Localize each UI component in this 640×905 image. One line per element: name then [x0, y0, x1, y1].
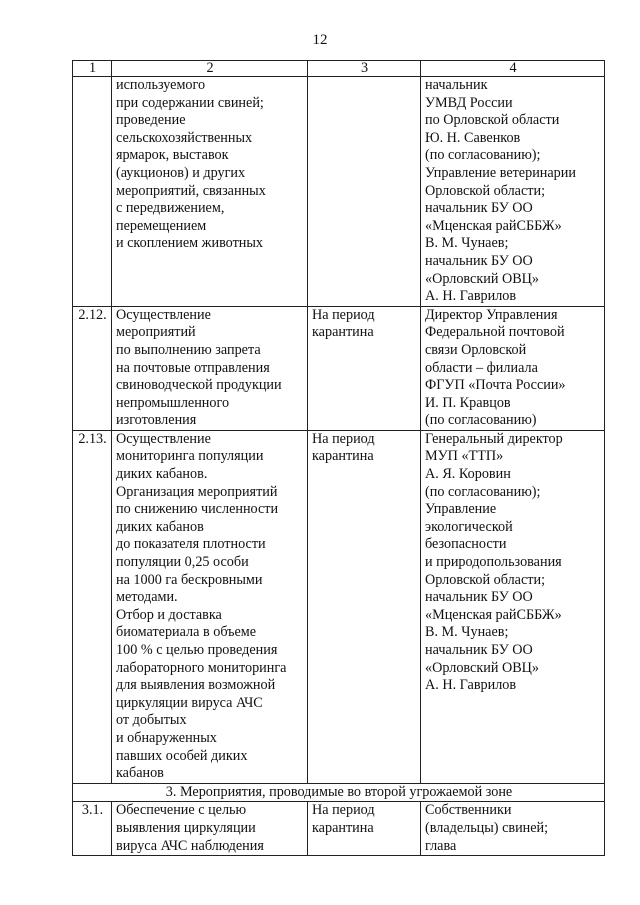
activity-cell	[112, 802, 308, 856]
activity-line: непромышленного	[116, 394, 230, 411]
activity-line: Организация мероприятий	[116, 483, 278, 500]
column-number-3: 3	[308, 61, 421, 77]
activity-cell	[112, 430, 308, 783]
activity-line: сельскохозяйственных	[116, 129, 253, 146]
responsible-line: безопасности	[425, 536, 507, 553]
activity-line: ярмарок, выставок	[116, 147, 229, 164]
responsible-line: (владельцы) свиней;	[425, 819, 549, 836]
responsible-line: «Орловский ОВЦ»	[425, 659, 540, 676]
activity-line: (аукционов) и других	[116, 164, 246, 181]
responsible-line: (по согласованию);	[425, 147, 541, 164]
responsible-line: Директор Управления	[425, 306, 558, 323]
activity-line: Осуществление	[116, 430, 211, 447]
period-cell	[308, 306, 421, 430]
activity-line: от добытых	[116, 712, 187, 729]
activity-line: на почтовые отправления	[116, 359, 270, 376]
measures-table	[72, 60, 605, 856]
activity-line: и скоплением животных	[116, 235, 264, 252]
responsible-line: и природопользования	[425, 554, 562, 571]
responsible-line: Орловской области;	[425, 182, 546, 199]
activity-line: циркуляции вируса АЧС	[116, 694, 263, 711]
responsible-line: Управление	[425, 501, 497, 518]
table-row	[73, 430, 605, 783]
responsible-line: «Мценская райСББЖ»	[425, 217, 562, 234]
responsible-cell	[421, 77, 605, 307]
activity-line: павших особей диких	[116, 747, 248, 764]
activity-line: диких кабанов	[116, 518, 204, 535]
activity-line: вируса АЧС наблюдения	[116, 837, 264, 854]
responsible-line: А. Н. Гаврилов	[425, 677, 517, 694]
responsible-line: Федеральной почтовой	[425, 324, 565, 341]
period-line: карантина	[312, 819, 374, 836]
activity-line: лабораторного мониторинга	[116, 659, 287, 676]
activity-line: мероприятий, связанных	[116, 182, 266, 199]
responsible-line: начальник БУ ОО	[425, 642, 533, 658]
item-number: 2.12.	[73, 306, 112, 430]
activity-line: Обеспечение с целью	[116, 802, 247, 819]
table-row	[73, 77, 605, 307]
activity-line: диких кабанов.	[116, 466, 208, 483]
responsible-line: связи Орловской	[425, 341, 527, 358]
period-line: карантина	[312, 448, 374, 465]
table-row	[73, 802, 605, 856]
responsible-line: МУП «ТТП»	[425, 448, 504, 465]
responsible-line: Орловской области;	[425, 571, 546, 588]
period-cell	[308, 430, 421, 783]
responsible-line: ФГУП «Почта России»	[425, 377, 566, 394]
activity-line: мониторинга популяции	[116, 448, 264, 465]
activity-line: на 1000 га бескровными	[116, 571, 263, 588]
item-number: 3.1.	[73, 802, 112, 856]
responsible-line: Генеральный директор	[425, 430, 563, 447]
activity-line: проведение	[116, 112, 186, 129]
section-heading: 3. Мероприятия, проводимые во второй угрожаемой зоне	[73, 783, 605, 802]
table-header-row	[73, 61, 605, 77]
activity-line: методами.	[116, 589, 178, 606]
column-number-4: 4	[421, 61, 605, 77]
responsible-line: Ю. Н. Савенков	[425, 129, 521, 146]
responsible-line: И. П. Кравцов	[425, 394, 511, 411]
page-number: 12	[312, 32, 328, 48]
responsible-line: начальник	[425, 77, 488, 93]
responsible-line: Собственники	[425, 802, 512, 819]
period-line: На период	[312, 430, 375, 447]
period-cell	[308, 802, 421, 856]
responsible-line: Управление ветеринарии	[425, 164, 576, 181]
responsible-line: «Орловский ОВЦ»	[425, 270, 540, 287]
responsible-line: глава	[425, 837, 457, 854]
activity-line: мероприятий	[116, 324, 196, 341]
responsible-line: начальник БУ ОО	[425, 589, 533, 606]
activity-line: для выявления возможной	[116, 677, 276, 694]
activity-line: изготовления	[116, 412, 197, 429]
period-line: На период	[312, 306, 375, 323]
responsible-line: «Мценская райСББЖ»	[425, 606, 562, 623]
responsible-line: области – филиала	[425, 359, 538, 376]
column-number-2: 2	[112, 61, 308, 77]
activity-line: Отбор и доставка	[116, 606, 222, 623]
responsible-line: экологической	[425, 518, 513, 535]
responsible-line: А. Н. Гаврилов	[425, 288, 517, 305]
column-number-1: 1	[73, 61, 112, 77]
item-number: 2.13.	[73, 430, 112, 783]
activity-line: выявления циркуляции	[116, 819, 256, 836]
activity-line: до показателя плотности	[116, 536, 266, 553]
activity-line: популяции 0,25 особи	[116, 554, 249, 571]
activity-cell	[112, 306, 308, 430]
period-line: карантина	[312, 324, 374, 341]
activity-line: с передвижением,	[116, 200, 225, 217]
responsible-line: УМВД России	[425, 94, 513, 111]
activity-line: кабанов	[116, 765, 164, 782]
responsible-line: В. М. Чунаев;	[425, 624, 509, 641]
section-heading-row	[73, 783, 605, 802]
table-row	[73, 306, 605, 430]
responsible-line: А. Я. Коровин	[425, 466, 511, 483]
activity-line: по снижению численности	[116, 501, 279, 518]
period-cell	[308, 77, 421, 307]
responsible-line: начальник БУ ОО	[425, 200, 533, 217]
activity-line: и обнаруженных	[116, 729, 217, 746]
activity-line: 100 % с целью проведения	[116, 642, 278, 658]
item-number	[73, 77, 112, 307]
activity-line: Осуществление	[116, 306, 211, 323]
period-line: На период	[312, 802, 375, 819]
responsible-line: В. М. Чунаев;	[425, 235, 509, 252]
responsible-cell	[421, 802, 605, 856]
activity-line: по выполнению запрета	[116, 341, 261, 358]
activity-line: при содержании свиней;	[116, 94, 264, 111]
activity-line: используемого	[116, 77, 206, 93]
activity-line: перемещением	[116, 217, 207, 234]
responsible-line: начальник БУ ОО	[425, 252, 533, 269]
responsible-line: по Орловской области	[425, 112, 560, 129]
activity-cell	[112, 77, 308, 307]
activity-line: свиноводческой продукции	[116, 377, 282, 394]
responsible-line: (по согласованию);	[425, 483, 541, 500]
responsible-cell	[421, 430, 605, 783]
responsible-cell	[421, 306, 605, 430]
activity-line: биоматериала в объеме	[116, 624, 257, 641]
responsible-line: (по согласованию)	[425, 412, 537, 429]
